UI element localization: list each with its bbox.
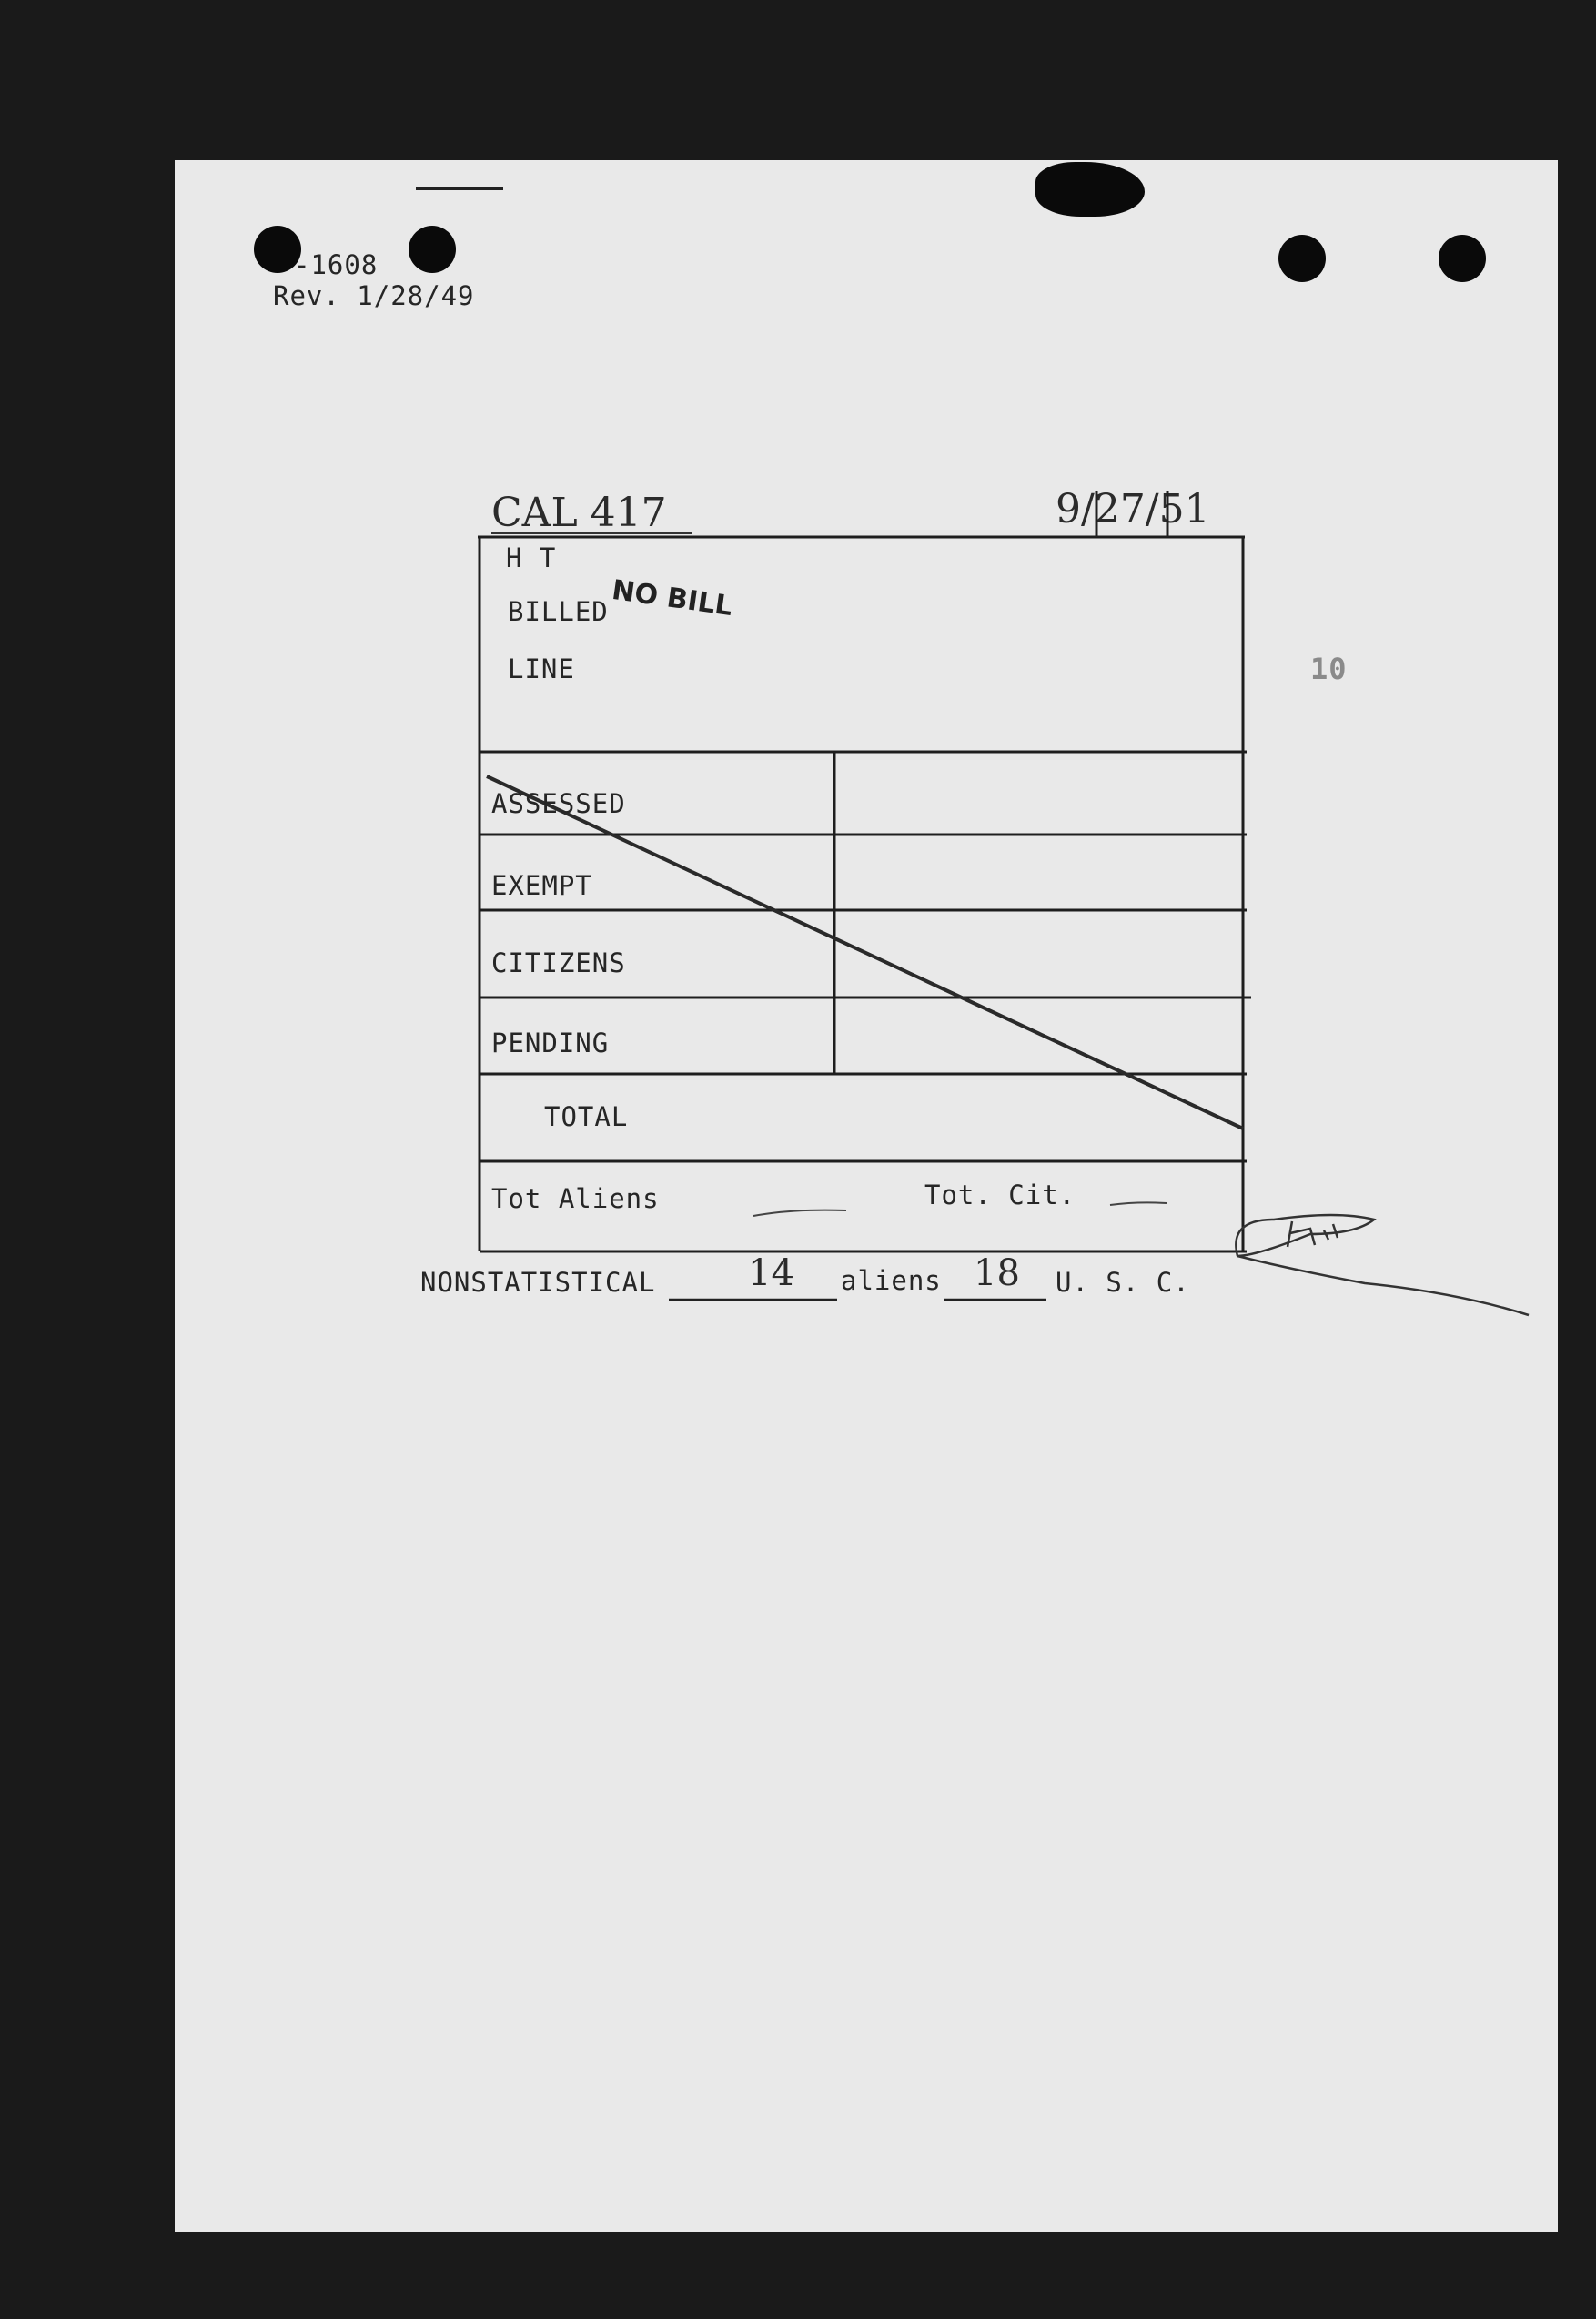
- tot-cit-label: Tot. Cit.: [924, 1180, 1076, 1210]
- row-label-pending: PENDING: [491, 1028, 610, 1058]
- no-bill-stamp: NO BILL: [610, 573, 735, 623]
- date-handwritten: 9/27/51: [1056, 486, 1210, 532]
- form-revision: Rev. 1/28/49: [273, 280, 475, 311]
- usc-count: 18: [974, 1252, 1020, 1294]
- row-label-citizens: CITIZENS: [491, 947, 626, 978]
- form-number: -1608: [294, 249, 379, 280]
- case-id: CAL 417: [491, 490, 667, 536]
- row-label-assessed: ASSESSED: [491, 788, 626, 819]
- usc-label: U. S. C.: [1056, 1267, 1190, 1298]
- tot-aliens-label: Tot Aliens: [491, 1183, 660, 1214]
- label-ht: H T: [506, 542, 557, 573]
- row-label-total: TOTAL: [544, 1101, 629, 1132]
- aliens-label: aliens: [841, 1265, 942, 1296]
- label-line: LINE: [508, 653, 575, 684]
- row-label-exempt: EXEMPT: [491, 870, 592, 901]
- label-billed: BILLED: [508, 596, 609, 627]
- aliens-count: 14: [748, 1252, 794, 1294]
- margin-number: 10: [1310, 652, 1348, 686]
- nonstatistical-label: NONSTATISTICAL: [420, 1267, 656, 1298]
